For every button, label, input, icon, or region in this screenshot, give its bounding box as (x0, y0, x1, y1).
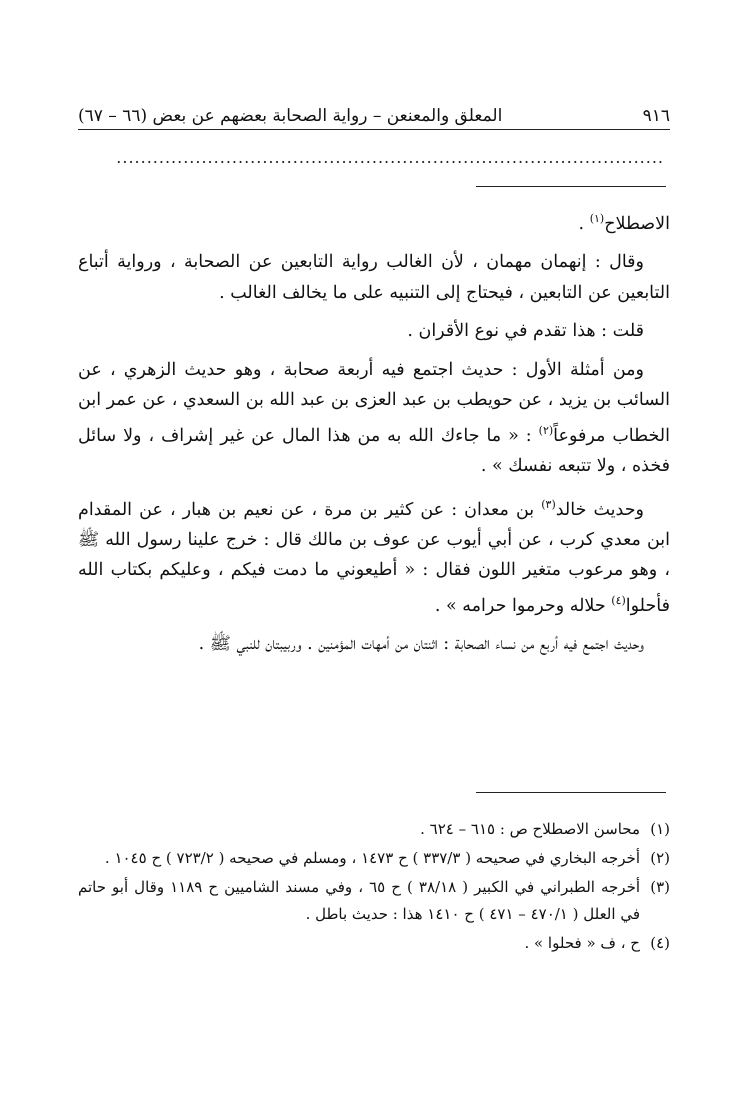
footnote-ref-1: (١) (589, 212, 605, 225)
footnote-text: محاسن الاصطلاح ص : ٦١٥ – ٦٢٤ . (420, 820, 640, 838)
footnote-number: (٣) (650, 878, 670, 896)
footnote-text: أخرجه الطبراني في الكبير ( ٣٨/١٨ ) ح ٦٥ ، وفي مسند الشاميين ح ١١٨٩ وقال أبو حاتم في العلل ( ٤٧٠/١ – ٤٧١ ) ح ١٤١٠ هذا : حديث باطل . (78, 878, 641, 923)
paragraph-5: وحديث خالد$^{(٣)}$ بن معدان : عن كثير بن مرة ، عن نعيم بن هبار ، عن المقدام ابن معدي كرب ، عن أبي أيوب عن عوف بن مالك قال : خرج علينا رسول الله ﷺ ، وهو مرعوب متغير اللون فقال : « أطيعوني ما دمت فيكم ، وعليكم بكتاب الله فأحلوا$^{(٤)}$ حلاله وحرموا حرامه » . (78, 497, 670, 616)
footnote-item (78, 845, 670, 872)
header-divider (78, 129, 670, 130)
paragraph-1: الاصطلاح$^{(١)}$ . (578, 212, 670, 234)
paragraph-4: ومن أمثلة الأول : حديث اجتمع فيه أربعة صحابة ، وهو حديث الزهري ، عن السائب بن يزيد ، عن حويطب بن عبد العزى بن عبد الله بن السعدي ، عن عمر ابن الخطاب مرفوعاً$^{(٢)}$ : « ما جاءك الله به من هذا المال عن غير إشراف ، ولا سائل فخذه ، ولا تتبعه نفسك » . (78, 359, 670, 477)
footnote-ref-3: (٣) (541, 497, 556, 511)
page-header (78, 92, 670, 126)
footnote-number: (٢) (650, 849, 670, 867)
running-title: المعلق والمعنعن – رواية الصحابة بعضهم عن بعض (٦٦ – ٦٧) (78, 106, 503, 126)
paragraph-2: وقال : إنهمان مهمان ، لأن الغالب رواية التابعين عن الصحابة ، ورواية أتباع التابعين عن التابعين ، فيحتاج إلى التنبيه على ما يخالف الغالب . (78, 252, 670, 303)
footnote-text: أخرجه البخاري في صحيحه ( ٣٣٧/٣ ) ح ١٤٧٣ ، ومسلم في صحيحه ( ٧٢٣/٢ ) ح ١٠٤٥ . (104, 849, 640, 867)
paragraph-3: قلت : هذا تقدم في نوع الأقران . (407, 321, 644, 342)
footnote-item (78, 874, 670, 928)
footnote-ref-4: (٤) (611, 593, 626, 607)
footnote-number: (١) (650, 820, 670, 838)
paragraph-6: وحديث اجتمع فيه أربع من نساء الصحابة : اثنتان من أمهات المؤمنين . وربيبتان للنبي ﷺ . (198, 634, 644, 655)
footnotes (78, 816, 670, 957)
footnote-ref-2: (٢) (538, 423, 554, 437)
page-number: ٩١٦ (642, 106, 670, 126)
footnote-item (78, 930, 670, 957)
footnote-divider (476, 792, 666, 793)
separator-dots: .......................................................................................... (116, 148, 664, 167)
section-rule (476, 186, 666, 187)
main-text (78, 204, 670, 660)
footnote-text: ح ، ف « فحلوا » . (524, 934, 640, 952)
footnote-number: (٤) (650, 934, 670, 952)
footnote-item (78, 816, 670, 843)
